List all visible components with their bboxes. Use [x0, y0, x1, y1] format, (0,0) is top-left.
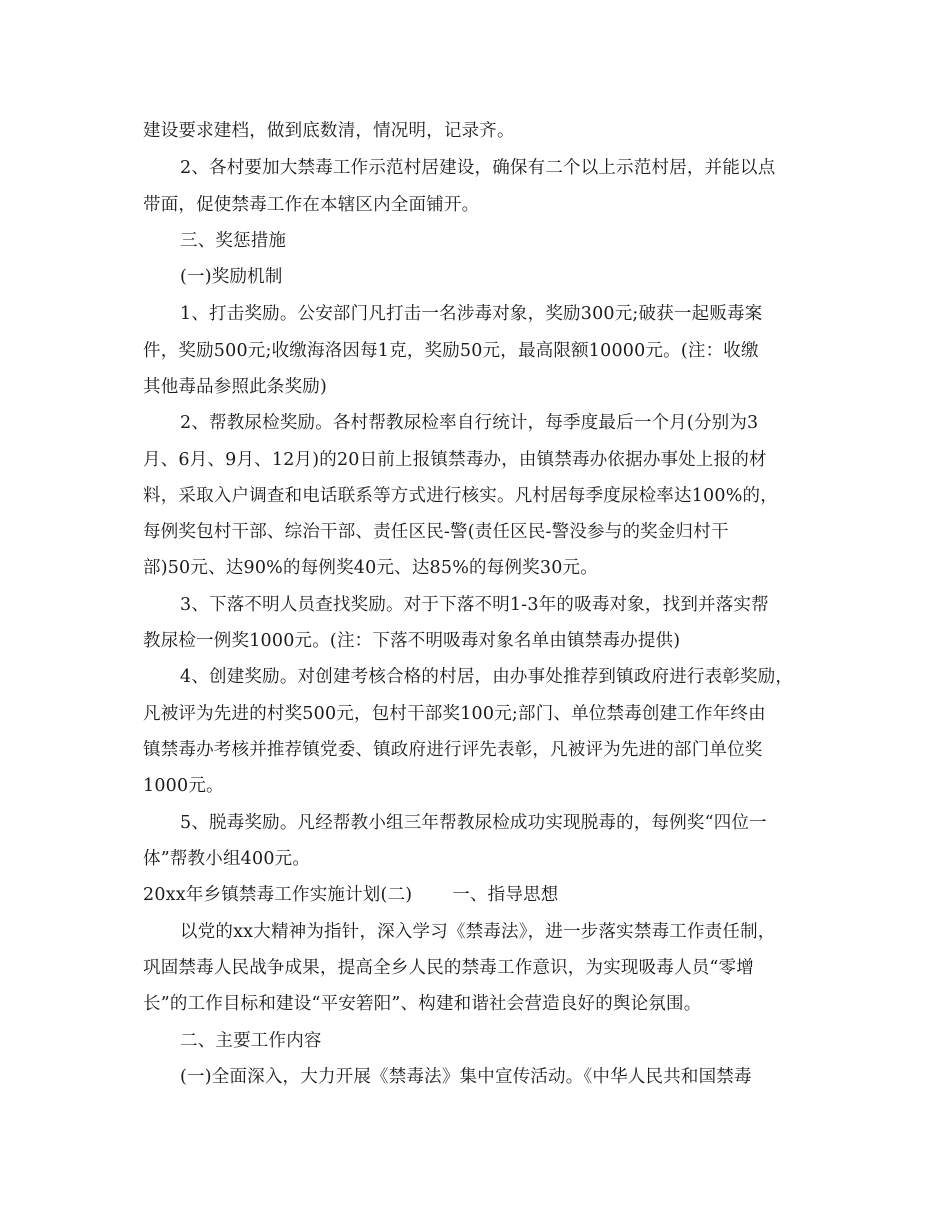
- subsection-heading: (一)奖励机制: [180, 267, 283, 287]
- text-line: 教尿检一例奖1000元。(注：下落不明吸毒对象名单由镇禁毒办提供): [143, 631, 681, 651]
- text-line: 3、下落不明人员查找奖励。对于下落不明1-3年的吸毒对象，找到并落实帮: [180, 595, 769, 615]
- text-line: 4、创建奖励。对创建考核合格的村居，由办事处推荐到镇政府进行表彰奖励，: [180, 667, 794, 687]
- text-line: 建设要求建档，做到底数清，情况明，记录齐。: [143, 121, 515, 141]
- text-line: 长”的工作目标和建设“平安箬阳”、构建和谐社会营造良好的舆论氛围。: [143, 994, 702, 1014]
- text-line: 其他毒品参照此条奖励): [143, 377, 328, 397]
- title-line: [143, 884, 558, 906]
- text-line: 巩固禁毒人民战争成果，提高全乡人民的禁毒工作意识，为实现吸毒人员“零增: [143, 958, 754, 978]
- text-line: 部)50元、达90%的每例奖40元、达85%的每例奖30元。: [143, 558, 598, 578]
- text-line: 以党的xx大精神为指针，深入学习《禁毒法》，进一步落实禁毒工作责任制，: [180, 922, 776, 942]
- text-line: 每例奖包村干部、综治干部、责任区民-警(责任区民-警没参与的奖金归村干: [143, 522, 729, 542]
- text-line: 料，采取入户调查和电话联系等方式进行核实。凡村居每季度尿检率达100%的，: [143, 486, 778, 506]
- text-line: 1、打击奖励。公安部门凡打击一名涉毒对象，奖励300元;破获一起贩毒案: [180, 304, 763, 324]
- text-line: 镇禁毒办考核并推荐镇党委、镇政府进行评先表彰，凡被评为先进的部门单位奖: [143, 740, 763, 760]
- text-line: 体”帮教小组400元。: [143, 849, 311, 869]
- text-line: 5、脱毒奖励。凡经帮教小组三年帮教尿检成功实现脱毒的，每例奖“四位一: [180, 813, 767, 833]
- section-heading: 一、指导思想: [452, 885, 559, 905]
- section-heading: 二、主要工作内容: [180, 1031, 322, 1051]
- text-line: 件，奖励500元;收缴海洛因每1克，奖励50元，最高限额10000元。(注：收缴: [143, 341, 759, 361]
- text-line: 带面，促使禁毒工作在本辖区内全面铺开。: [143, 195, 480, 215]
- text-line: 2、各村要加大禁毒工作示范村居建设，确保有二个以上示范村居，并能以点: [180, 158, 776, 178]
- text-line: 2、帮教尿检奖励。各村帮教尿检率自行统计，每季度最后一个月(分别为3: [180, 413, 759, 433]
- document-title: 20xx年乡镇禁毒工作实施计划(二): [143, 885, 413, 905]
- text-line: 凡被评为先进的村奖500元，包村干部奖100元;部门、单位禁毒创建工作年终由: [143, 704, 766, 724]
- section-heading: 三、奖惩措施: [180, 231, 287, 251]
- text-line: 1000元。: [143, 776, 224, 796]
- text-line: 月、6月、9月、12月)的20日前上报镇禁毒办，由镇禁毒办依据办事处上报的材: [143, 450, 767, 470]
- text-line: (一)全面深入，大力开展《禁毒法》集中宣传活动。《中华人民共和国禁毒: [180, 1067, 752, 1087]
